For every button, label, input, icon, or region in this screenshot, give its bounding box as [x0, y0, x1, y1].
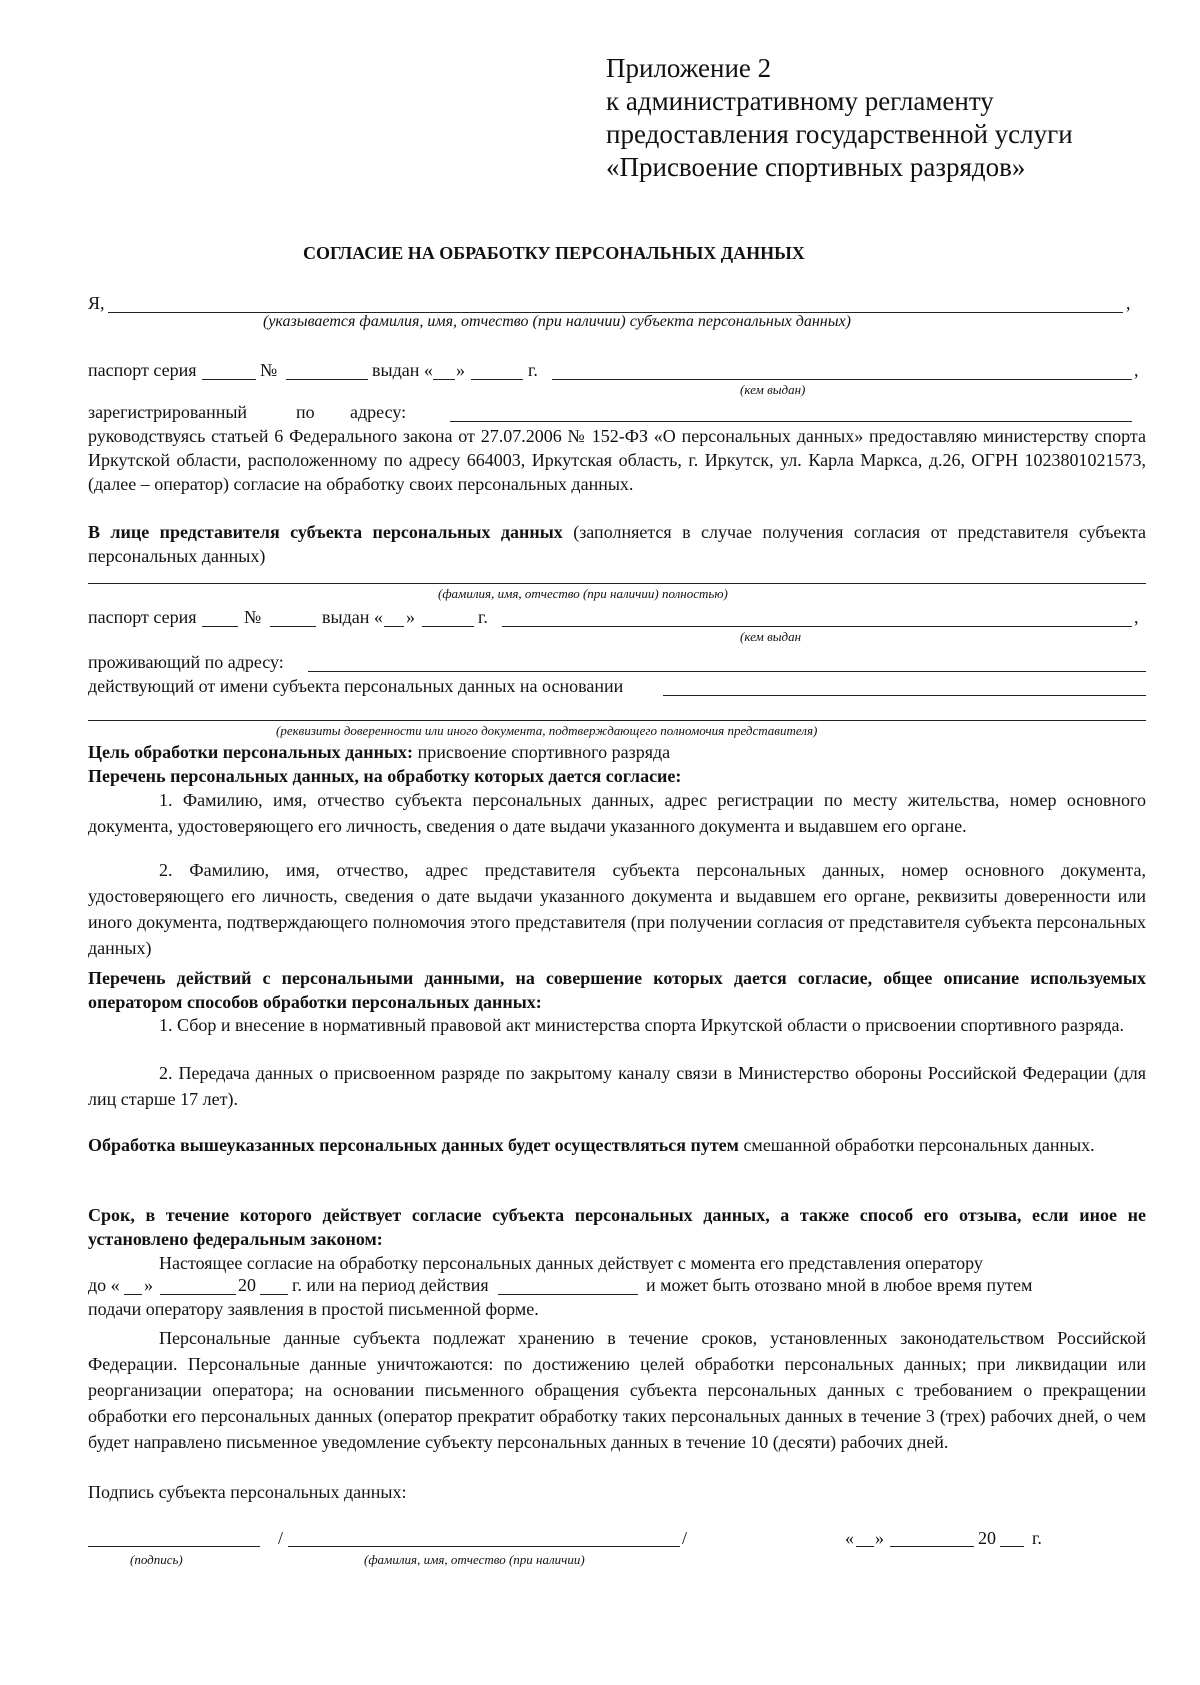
registered-label: зарегистрированный: [88, 402, 248, 422]
rep-passport-number-sign: №: [244, 607, 262, 627]
registered-po: по: [296, 402, 315, 422]
term-day-field[interactable]: [124, 1294, 142, 1295]
representative-heading-rest: (заполняется в случае получения согласия от представителя субъекта персональных данных): [88, 522, 1146, 566]
registered-address-field[interactable]: [450, 421, 1132, 422]
rep-passport-year-label: г.: [478, 607, 488, 627]
processing-text: [88, 1132, 1146, 1158]
signature-fio-field[interactable]: [288, 1546, 680, 1547]
registered-address-word: адресу:: [350, 402, 407, 422]
comma-3: ,: [1134, 607, 1139, 627]
appendix-line-1: Приложение 2: [606, 53, 772, 83]
guided-text: руководствуясь статьей 6 Федерального закона от 27.07.2006 № 152-ФЗ «О персональных данных» предоставляю министерству спорта Иркутской области, расположенному по адресу 664003, Иркутская область, г. Иркутск, ул. Карла Маркса, д.26, ОГРН 1023801021573, (далее – оператор) согласие на обработку своих персональных данных.: [88, 426, 1146, 494]
date-year-field[interactable]: [1000, 1546, 1024, 1547]
passport-number-sign: №: [260, 360, 278, 380]
rep-passport-series-label: паспорт серия: [88, 607, 197, 627]
data-list-item-1: 1. Фамилию, имя, отчество субъекта персональных данных, адрес регистрации по месту жительства, номер основного документа, удостоверяющего его личность, сведения о дате выдачи указанного документа и выдавшем его органе.: [88, 790, 1146, 836]
signature-label: Подпись субъекта персональных данных:: [88, 1482, 407, 1502]
rep-passport-issued-close: »: [406, 607, 415, 627]
data-list-heading: Перечень персональных данных, на обработку которых дается согласие:: [88, 766, 682, 786]
rep-passport-series-field[interactable]: [202, 626, 238, 627]
representative-fio-hint: (фамилия, имя, отчество (при наличии) полностью): [438, 586, 728, 601]
signature-slash-1: /: [278, 1528, 284, 1548]
passport-issued-close: »: [456, 360, 465, 380]
term-tail: и может быть отозвано мной в любое время путем: [646, 1275, 1033, 1295]
power-hint: (реквизиты доверенности или иного документа, подтверждающего полномочия представителя): [276, 723, 818, 738]
actions-item-1: 1. Сбор и внесение в нормативный правовой акт министерства спорта Иркутской области о присвоении спортивного разряда.: [159, 1015, 1125, 1035]
i-label: Я,: [88, 293, 105, 313]
rep-passport-number-field[interactable]: [270, 626, 316, 627]
consent-document: [88, 0, 1148, 1685]
signature-fio-hint: (фамилия, имя, отчество (при наличии): [364, 1552, 585, 1567]
term-heading: Срок, в течение которого действует согласие субъекта персональных данных, а также способ его отзыва, если иное не установлено федеральным законом:: [88, 1205, 1146, 1249]
document-title: СОГЛАСИЕ НА ОБРАБОТКУ ПЕРСОНАЛЬНЫХ ДАННЫХ: [303, 243, 805, 263]
rep-passport-issuer-field[interactable]: [502, 626, 1132, 627]
term-20: 20: [238, 1275, 256, 1295]
passport-year-label: г.: [528, 360, 538, 380]
date-day-field[interactable]: [856, 1546, 874, 1547]
issued-by-hint: (кем выдан): [740, 382, 806, 397]
rep-passport-month-field[interactable]: [422, 626, 474, 627]
rep-passport-issued-label: выдан «: [322, 607, 383, 627]
actions-heading: Перечень действий с персональными данными, на совершение которых дается согласие, общее описание используемых оператором способов обработки персональных данных:: [88, 968, 1146, 1012]
appendix-line-2: к административному регламенту: [606, 86, 994, 116]
purpose-line: [88, 742, 670, 763]
term-p2: Персональные данные субъекта подлежат хранению в течение сроков, установленных законодательством Российской Федерации. Персональные данные уничтожаются: по достижению целей обработки персональных данных; при ликвидации или реорганизации оператора; на основании письменного обращения субъекта персональных данных с требованием о прекращении обработки его персональных данных (оператор прекратит обработку таких персональных данных в течение 3 (трех) рабочих дней, о чем будет направлено письменное уведомление субъекту персональных данных в течение 10 (десяти) рабочих дней.: [88, 1328, 1146, 1452]
appendix-line-3: предоставления государственной услуги: [606, 119, 1073, 149]
processing-rest: смешанной обработки персональных данных.: [743, 1135, 1095, 1155]
date-year-label: г.: [1032, 1528, 1042, 1548]
passport-day-field[interactable]: [433, 379, 455, 380]
date-20: 20: [978, 1528, 996, 1548]
rep-passport-day-field[interactable]: [384, 626, 404, 627]
representative-heading: [88, 520, 1146, 568]
term-until-label: до «: [88, 1275, 120, 1295]
passport-number-field[interactable]: [286, 379, 368, 380]
acting-basis-field[interactable]: [663, 695, 1146, 696]
date-month-field[interactable]: [890, 1546, 974, 1547]
residing-label: проживающий по адресу:: [88, 652, 284, 672]
signature-field[interactable]: [88, 1546, 260, 1547]
date-open: «: [845, 1528, 854, 1548]
term-period-field[interactable]: [498, 1294, 638, 1295]
residing-address-field[interactable]: [308, 671, 1146, 672]
purpose-label: Цель обработки персональных данных:: [88, 742, 414, 762]
term-year-field[interactable]: [260, 1294, 288, 1295]
appendix-line-4: «Присвоение спортивных разрядов»: [606, 152, 1026, 182]
date-close: »: [875, 1528, 884, 1548]
passport-series-label: паспорт серия: [88, 360, 197, 380]
representative-heading-bold: В лице представителя субъекта персональных данных: [88, 522, 563, 542]
passport-issuer-field[interactable]: [552, 379, 1132, 380]
signature-slash-2: /: [682, 1528, 688, 1548]
rep-issued-by-hint: (кем выдан: [740, 629, 802, 644]
term-until-close: »: [144, 1275, 153, 1295]
passport-month-field[interactable]: [471, 379, 523, 380]
comma-2: ,: [1134, 360, 1139, 380]
actions-item-2: 2. Передача данных о присвоенном разряде по закрытому каналу связи в Министерство обороны Российской Федерации (для лиц старше 17 лет).: [88, 1063, 1146, 1109]
data-list-item-2: 2. Фамилию, имя, отчество, адрес представителя субъекта персональных данных, номер основного документа, удостоверяющего его личность, сведения о дате выдачи указанного документа и выдавшем его органе, реквизиты доверенности или иного документа, подтверждающего полномочия этого представителя (при получении согласия от представителя субъекта персональных данных): [88, 860, 1146, 958]
passport-series-field[interactable]: [202, 379, 256, 380]
appendix-block: [606, 52, 1073, 184]
term-p1-line1: Настоящее согласие на обработку персональных данных действует с момента его представления оператору: [159, 1253, 983, 1273]
term-month-field[interactable]: [160, 1294, 236, 1295]
term-p1-line3: подачи оператору заявления в простой письменной форме.: [88, 1299, 539, 1319]
purpose-value: присвоение спортивного разряда: [417, 742, 671, 762]
acting-basis-field-2[interactable]: [88, 720, 1146, 721]
representative-fio-field[interactable]: [88, 583, 1146, 584]
comma: ,: [1126, 293, 1131, 313]
signature-hint: (подпись): [130, 1552, 183, 1567]
processing-bold: Обработка вышеуказанных персональных данных будет осуществляться путем: [88, 1135, 739, 1155]
term-mid: г. или на период действия: [292, 1275, 489, 1295]
subject-fio-hint: (указывается фамилия, имя, отчество (при наличии) субъекта персональных данных): [263, 313, 851, 330]
passport-issued-label: выдан «: [372, 360, 433, 380]
acting-label: действующий от имени субъекта персональных данных на основании: [88, 676, 624, 696]
